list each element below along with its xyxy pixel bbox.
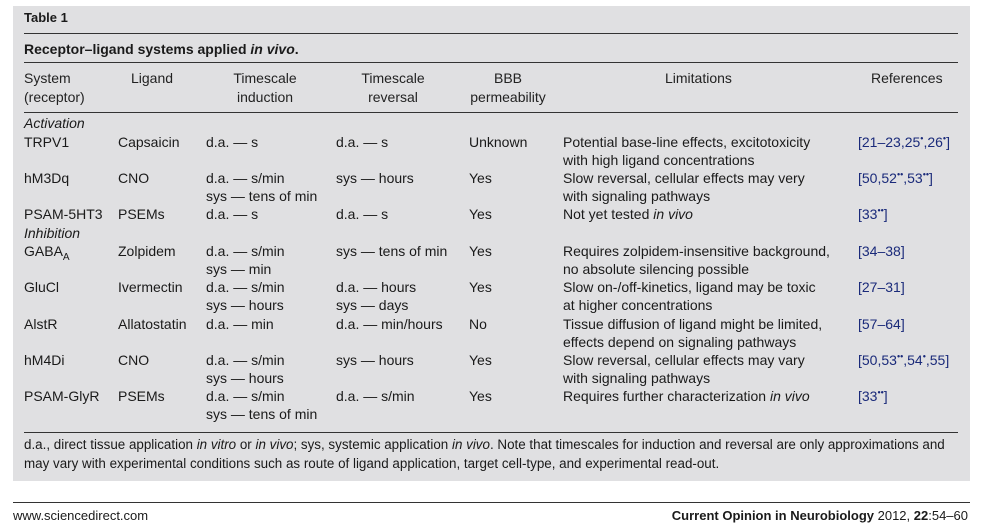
- footer-citation: Current Opinion in Neurobiology 2012, 22:54–60: [671, 508, 968, 523]
- cell-ligand: PSEMs: [118, 206, 165, 222]
- cell-system: PSAM-5HT3: [24, 206, 103, 222]
- cell-reversal: d.a. — s: [336, 134, 389, 150]
- cell-induction: d.a. — s: [206, 134, 259, 150]
- cell-bbb: Yes: [469, 243, 492, 259]
- header-limitations: Limitations: [665, 70, 732, 86]
- cell-induction: d.a. — s/min sys — tens of min: [206, 388, 318, 422]
- cell-limitations: Potential base-line effects, excitotoxicity with high ligand concentrations: [563, 134, 811, 168]
- cell-references: [34–38]: [858, 243, 905, 259]
- cell-bbb: No: [469, 316, 487, 332]
- cell-limitations: Slow on-/off-kinetics, ligand may be toxic at higher concentrations: [563, 279, 816, 313]
- cell-reversal: sys — hours: [336, 170, 414, 186]
- cell-ligand: CNO: [118, 352, 150, 368]
- cell-ligand: Allatostatin: [118, 316, 187, 332]
- cell-references: [27–31]: [858, 279, 905, 295]
- cell-reversal: d.a. — s/min: [336, 388, 415, 404]
- cell-reversal: d.a. — hours sys — days: [336, 279, 417, 313]
- cell-reversal: sys — hours: [336, 352, 414, 368]
- cell-system: AlstR: [24, 316, 58, 332]
- cell-references: [33••]: [858, 205, 888, 222]
- section-inhibition: Inhibition: [24, 225, 81, 241]
- cell-ligand: Ivermectin: [118, 279, 183, 295]
- cell-ligand: Capsaicin: [118, 134, 180, 150]
- header-references: References: [871, 70, 943, 86]
- cell-ligand: Zolpidem: [118, 243, 176, 259]
- cell-limitations: Requires further characterization in vivo: [563, 388, 810, 404]
- top-rule: [24, 33, 958, 34]
- cell-limitations: Requires zolpidem-insensitive background, no absolute silencing possible: [563, 243, 830, 277]
- caption-rule: [24, 62, 958, 63]
- cell-reversal: sys — tens of min: [336, 243, 448, 259]
- cell-bbb: Yes: [469, 206, 492, 222]
- cell-system: PSAM-GlyR: [24, 388, 100, 404]
- header-rule: [24, 112, 958, 113]
- cell-reversal: d.a. — s: [336, 206, 389, 222]
- section-activation: Activation: [24, 115, 85, 131]
- cell-system: $GABA_A$: [24, 243, 70, 263]
- cell-reversal: d.a. — min/hours: [336, 316, 443, 332]
- cell-system: GluCl: [24, 279, 60, 295]
- page-footer-rule: [13, 502, 970, 503]
- cell-bbb: Yes: [469, 279, 492, 295]
- cell-references: [57–64]: [858, 316, 905, 332]
- cell-system: TRPV1: [24, 134, 70, 150]
- cell-bbb: Yes: [469, 388, 492, 404]
- header-reversal: Timescale reversal: [361, 70, 425, 105]
- header-induction: Timescale induction: [233, 70, 297, 105]
- cell-induction: d.a. — s/min sys — tens of min: [206, 170, 318, 204]
- cell-induction: d.a. — s/min sys — min: [206, 243, 285, 277]
- cell-ligand: PSEMs: [118, 388, 165, 404]
- table-panel: [13, 6, 970, 481]
- cell-induction: d.a. — s/min sys — hours: [206, 279, 285, 313]
- footer-website: www.sciencedirect.com: [13, 508, 149, 523]
- footnote-rule: [24, 432, 958, 433]
- cell-induction: d.a. — min: [206, 316, 274, 332]
- cell-references: [33••]: [858, 387, 888, 404]
- cell-references: [50,53••,54•,55]: [858, 351, 950, 368]
- cell-references: [21–23,25•,26•]: [858, 133, 950, 150]
- cell-bbb: Yes: [469, 170, 492, 186]
- table-caption: Receptor–ligand systems applied in vivo.: [24, 41, 299, 57]
- cell-limitations: Tissue diffusion of ligand might be limited, effects depend on signaling pathways: [563, 316, 823, 350]
- cell-limitations: Slow reversal, cellular effects may very with signaling pathways: [563, 170, 805, 204]
- cell-induction: d.a. — s: [206, 206, 259, 222]
- cell-limitations: Not yet tested in vivo: [563, 206, 693, 222]
- header-ligand: Ligand: [131, 70, 174, 86]
- cell-bbb: Unknown: [469, 134, 528, 150]
- table-label: Table 1: [24, 10, 68, 25]
- cell-system: hM3Dq: [24, 170, 70, 186]
- header-bbb: BBB permeability: [470, 70, 546, 105]
- table-footnote: d.a., direct tissue application in vitro or in vivo; sys, systemic application in vivo. Note that timescales for induction and reversal are only approximations and may vary with experimental conditions such as route of ligand application, target cell-type, and experimental read-out.: [24, 437, 945, 471]
- cell-limitations: Slow reversal, cellular effects may vary with signaling pathways: [563, 352, 805, 386]
- cell-bbb: Yes: [469, 352, 492, 368]
- cell-references: [50,52••,53••]: [858, 169, 933, 186]
- header-system: System (receptor): [24, 70, 85, 105]
- cell-ligand: CNO: [118, 170, 150, 186]
- cell-system: hM4Di: [24, 352, 65, 368]
- cell-induction: d.a. — s/min sys — hours: [206, 352, 285, 386]
